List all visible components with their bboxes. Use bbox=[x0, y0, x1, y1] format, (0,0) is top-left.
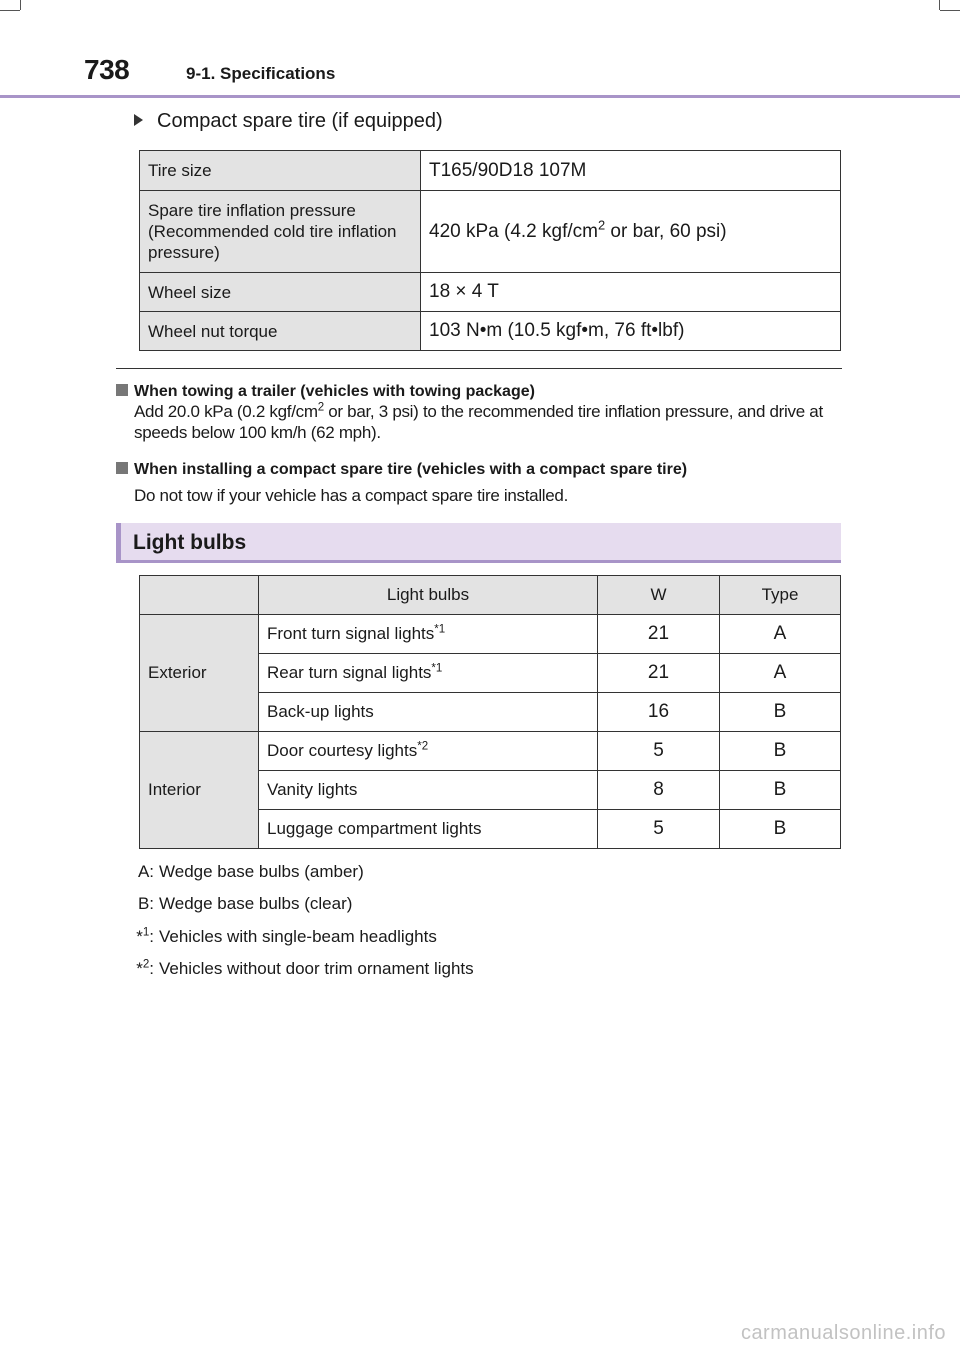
page-number: 738 bbox=[84, 54, 130, 85]
footnote-star: * bbox=[136, 959, 143, 978]
type-cell: B bbox=[720, 732, 841, 771]
triangle-bullet-icon bbox=[134, 114, 143, 126]
table-cell-label: Tire size bbox=[140, 151, 421, 191]
crop-mark bbox=[0, 10, 20, 11]
legend-item bbox=[116, 894, 616, 914]
bulb-name: Rear turn signal lights bbox=[267, 663, 432, 682]
bulb-name: Vanity lights bbox=[267, 780, 358, 799]
value-text: 420 kPa (4.2 kgf/cm bbox=[429, 220, 598, 242]
type-cell: B bbox=[720, 693, 841, 732]
value-text: or bar, 60 psi) bbox=[605, 220, 727, 242]
wattage-cell: 21 bbox=[598, 615, 720, 654]
legend-key: B: bbox=[137, 894, 154, 913]
note-title bbox=[116, 383, 842, 401]
legend-text: Wedge base bulbs (clear) bbox=[159, 894, 353, 913]
note-title bbox=[116, 461, 842, 479]
table-header-row bbox=[140, 576, 841, 615]
wattage-cell: 8 bbox=[598, 771, 720, 810]
table-row bbox=[140, 191, 841, 273]
bulb-name-cell bbox=[259, 615, 598, 654]
superscript: 2 bbox=[317, 401, 324, 414]
spare-tire-table bbox=[139, 150, 841, 351]
category-cell: Exterior bbox=[140, 615, 259, 732]
spare-tire-note bbox=[116, 461, 842, 506]
header-rule bbox=[0, 95, 960, 98]
table-header-cell: W bbox=[598, 576, 720, 615]
wattage-cell: 16 bbox=[598, 693, 720, 732]
table-cell-label: Wheel size bbox=[140, 273, 421, 312]
table-header-cell: Light bulbs bbox=[259, 576, 598, 615]
divider bbox=[116, 368, 842, 369]
wattage-cell: 5 bbox=[598, 810, 720, 849]
table-cell-value: T165/90D18 107M bbox=[421, 151, 841, 191]
legend-text: Wedge base bulbs (amber) bbox=[159, 862, 364, 881]
legend-text: Vehicles without door trim ornament lights bbox=[159, 959, 474, 978]
type-cell: A bbox=[720, 615, 841, 654]
section-title: 9-1. Specifications bbox=[186, 64, 336, 83]
footnote-colon: : bbox=[149, 959, 154, 978]
footnote-number: 2 bbox=[142, 958, 150, 971]
note-title-text: When installing a compact spare tire (vehicles with a compact spare tire) bbox=[134, 461, 688, 478]
note-body bbox=[134, 401, 842, 443]
crop-mark bbox=[20, 0, 21, 10]
table-row bbox=[140, 273, 841, 312]
table-cell-label: Wheel nut torque bbox=[140, 312, 421, 351]
light-bulbs-table bbox=[139, 575, 841, 849]
bulb-name-cell bbox=[259, 810, 598, 849]
crop-mark bbox=[939, 0, 940, 10]
table-row bbox=[140, 732, 841, 771]
legend-item bbox=[116, 959, 616, 979]
bulb-name: Door courtesy lights bbox=[267, 741, 418, 760]
table-cell-label: Spare tire inflation pressure (Recommended cold tire inflation pressure) bbox=[140, 191, 421, 273]
crop-mark bbox=[940, 10, 960, 11]
bulb-name: Back-up lights bbox=[267, 702, 374, 721]
table-header-empty bbox=[140, 576, 259, 615]
table-cell-value bbox=[421, 191, 841, 273]
note-title-text: When towing a trailer (vehicles with towing package) bbox=[134, 383, 535, 400]
legend-key: A: bbox=[137, 862, 154, 881]
spare-tire-heading bbox=[134, 110, 443, 133]
type-cell: A bbox=[720, 654, 841, 693]
category-cell: Interior bbox=[140, 732, 259, 849]
table-header-cell: Type bbox=[720, 576, 841, 615]
square-bullet-icon bbox=[116, 462, 128, 474]
bulb-name: Front turn signal lights bbox=[267, 624, 435, 643]
wattage-cell: 21 bbox=[598, 654, 720, 693]
towing-note bbox=[116, 383, 842, 443]
note-body: Do not tow if your vehicle has a compact spare tire installed. bbox=[134, 486, 569, 505]
table-cell-value: 18 × 4 T bbox=[421, 273, 841, 312]
table-row bbox=[140, 615, 841, 654]
legend-key bbox=[116, 959, 154, 979]
light-bulbs-section-bar bbox=[116, 523, 841, 563]
footnote-mark: *1 bbox=[431, 662, 443, 675]
bulb-name-cell bbox=[259, 732, 598, 771]
note-body-text: or bar, 3 psi) to the recommended tire inflation pressure, and drive at speeds below 100 km/h (62 mph). bbox=[134, 402, 823, 442]
section-accent bbox=[116, 523, 121, 560]
bulb-name-cell bbox=[259, 654, 598, 693]
footnote-mark: *1 bbox=[434, 623, 446, 636]
type-cell: B bbox=[720, 810, 841, 849]
footnote-star: * bbox=[136, 927, 143, 946]
legend-item bbox=[116, 927, 616, 947]
note-body-text: Add 20.0 kPa (0.2 kgf/cm bbox=[134, 402, 318, 421]
bulb-name-cell bbox=[259, 693, 598, 732]
table-row bbox=[140, 312, 841, 351]
light-bulbs-title: Light bulbs bbox=[133, 531, 247, 554]
bulb-name-cell bbox=[259, 771, 598, 810]
table-row bbox=[140, 151, 841, 191]
spare-tire-heading-text: Compact spare tire (if equipped) bbox=[157, 110, 443, 132]
footnote-mark: *2 bbox=[417, 740, 429, 753]
bulb-name: Luggage compartment lights bbox=[267, 819, 482, 838]
footnote-number: 1 bbox=[142, 926, 150, 939]
superscript: 2 bbox=[597, 217, 606, 233]
square-bullet-icon bbox=[116, 384, 128, 396]
legend-item bbox=[116, 862, 616, 882]
footnote-colon: : bbox=[149, 927, 154, 946]
legend-text: Vehicles with single-beam headlights bbox=[159, 927, 437, 946]
watermark: carmanualsonline.info bbox=[740, 1322, 946, 1344]
table-cell-value: 103 N•m (10.5 kgf•m, 76 ft•lbf) bbox=[421, 312, 841, 351]
type-cell: B bbox=[720, 771, 841, 810]
wattage-cell: 5 bbox=[598, 732, 720, 771]
legend-key bbox=[116, 927, 154, 947]
